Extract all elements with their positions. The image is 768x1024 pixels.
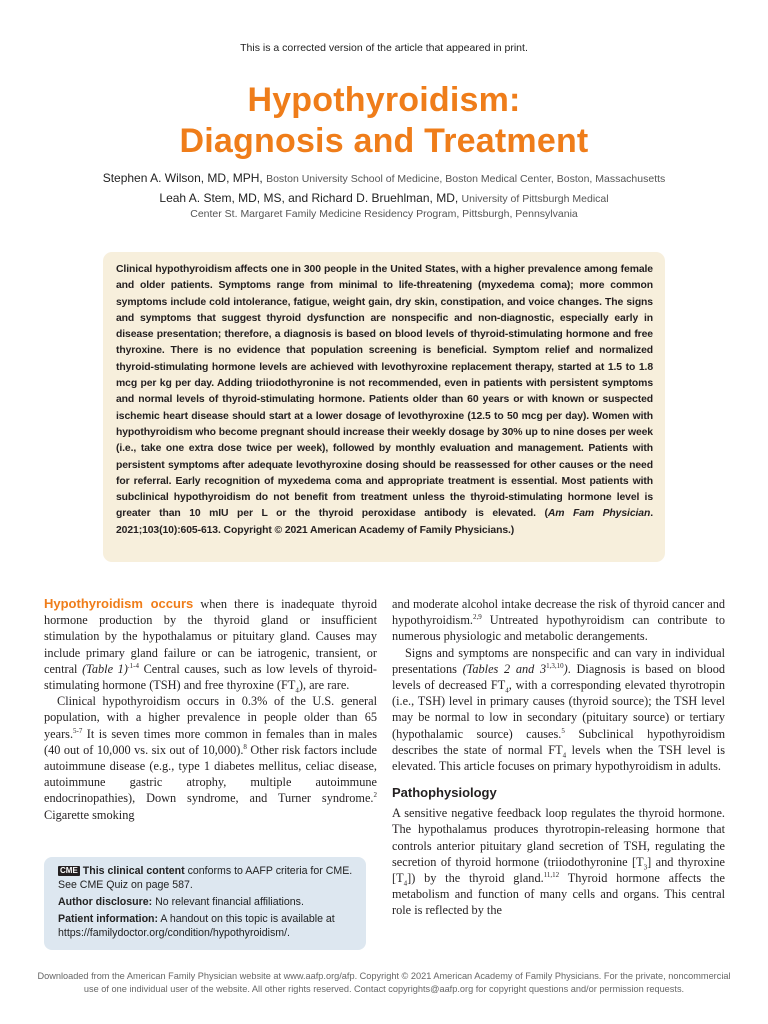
citation-ref[interactable]: 5-7	[73, 726, 83, 735]
citation-ref[interactable]: 1,3,10	[546, 661, 564, 670]
citation-ref[interactable]: 11,12	[543, 870, 560, 879]
download-footer: Downloaded from the American Family Physician website at www.aafp.org/afp. Copyright © 2021 American Academy of Family Physicians. For the private, noncommercial use of one individual user of the website. All other rights reserved. Contact copyrights@aafp.org for copyright questions and/or permission requests.	[37, 971, 731, 994]
author-disclosure	[58, 895, 356, 909]
abstract-box	[103, 252, 665, 562]
text-run: It is seven times more common in females than in males (40 out of 10,000 vs. six out of 10,000).	[44, 726, 377, 757]
right-column	[392, 596, 725, 919]
patient-information	[58, 912, 356, 940]
disclosure-text: No relevant financial affiliations.	[152, 896, 304, 908]
correction-notice: This is a corrected version of the article that appeared in print.	[240, 42, 528, 54]
text-run: when there is inadequate thyroid hormone production by the thyroid gland or insufficient stimulation by the hypothalamus or pituitary gland. Causes may include primary gland failure or can be iatrogenic, transient, or central	[44, 597, 377, 676]
signs-paragraph	[392, 645, 725, 775]
text-run: Cigarette smoking	[44, 807, 135, 822]
subscript: 4	[562, 751, 567, 760]
abstract-text	[116, 262, 653, 539]
author-line-1	[0, 171, 768, 185]
citation-ref[interactable]: 2	[373, 791, 377, 800]
text-run: Subclinical hypothyroidism describes the state of normal FT	[392, 726, 726, 757]
subscript: 3	[643, 863, 648, 872]
subscript: 4	[295, 686, 299, 695]
text-run: A sensitive negative feedback loop regulates the thyroid hormone. The hypothalamus produces thyrotropin-releasing hormone that controls anterior pituitary gland secretion of TSH, regulating the secretion of thyroid hormone (triiodothyronine [T	[392, 806, 725, 869]
text-run: and moderate alcohol intake decrease the risk of thyroid cancer and hypothyroidism.	[392, 597, 725, 628]
pathophysiology-paragraph	[392, 805, 725, 918]
text-run: . Diagnosis is based on blood levels of decreased FT	[392, 661, 725, 693]
title-line-2: Diagnosis and Treatment	[179, 122, 589, 160]
lead-phrase: Hypothyroidism occurs	[44, 596, 194, 611]
author-line-2	[0, 191, 768, 205]
disclosure-label: Author disclosure:	[58, 896, 153, 908]
risk-paragraph	[392, 596, 725, 645]
author-affiliation-1: Boston University School of Medicine, Boston Medical Center, Boston, Massachusetts	[266, 173, 666, 185]
patient-info-text[interactable]: A handout on this topic is available at https://familydoctor.org/condition/hypothyroidism/.	[58, 913, 335, 939]
citation-ref[interactable]: 2,9	[472, 613, 482, 622]
tables-2-3-reference[interactable]: (Tables 2 and 3	[462, 661, 547, 676]
citation-ref[interactable]: 5	[561, 726, 565, 735]
text-run: Signs and symptoms are nonspecific and can vary in individual presentations	[392, 645, 725, 676]
title-line-1: Hypothyroidism:	[247, 81, 521, 119]
text-run: Central causes, such as low levels of thyroid-stimulating hormone (TSH) and free thyroxine (FT	[44, 661, 377, 693]
author-affiliation-2: University of Pittsburgh Medical	[461, 193, 609, 205]
article-title	[0, 80, 768, 162]
subscript: 4	[403, 879, 408, 888]
text-run: Thyroid hormone affects the metabolism and function of many cells and organs. This central role is reflected by the	[392, 871, 725, 918]
cme-clinical-note	[58, 864, 356, 892]
left-column	[44, 596, 377, 823]
citation-journal: Am Fam Physician	[547, 508, 651, 520]
text-run: Untreated hypothyroidism can contribute to numerous physiologic and metabolic derangements.	[392, 613, 725, 644]
author-names-2: Leah A. Stem, MD, MS, and Richard D. Bruehlman, MD,	[159, 191, 459, 205]
citation-details: . 2021;103(10):605-613. Copyright © 2021 American Academy of Family Physicians.)	[116, 508, 654, 536]
text-run: Clinical hypothyroidism occurs in 0.3% of the U.S. general population, with a higher prevalence in people older than 65 years.	[44, 694, 377, 741]
cme-info-box	[44, 857, 366, 950]
cme-label: This clinical content	[82, 865, 185, 877]
text-run: ] and thyroxine [T	[392, 854, 725, 886]
author-affiliation-3: Center St. Margaret Family Medicine Residency Program, Pittsburgh, Pennsylvania	[190, 208, 578, 220]
text-run: )	[563, 661, 568, 676]
citation-ref[interactable]: 8	[243, 742, 247, 751]
citation-ref[interactable]: .1-4	[127, 661, 139, 670]
patient-info-label: Patient information:	[58, 913, 159, 925]
text-run: ]) by the thyroid gland.	[407, 871, 544, 886]
text-run: , with a corresponding elevated thyrotropin (i.e., TSH) level in primary causes (thyroid source); the TSH level may be normal to low in secondary (pituitary source) or tertiary (hypothalamic source) causes.	[392, 678, 725, 741]
table-1-reference[interactable]: (Table 1)	[82, 661, 128, 676]
intro-paragraph	[44, 596, 377, 693]
prevalence-paragraph	[44, 693, 377, 823]
subscript: 4	[505, 686, 509, 695]
text-run: ), are rare.	[298, 678, 350, 693]
text-run: levels when the TSH level is elevated. This article focuses on primary hypothyroidism in adults.	[392, 742, 725, 774]
cme-badge-icon: CME	[60, 866, 78, 875]
cme-text: conforms to AAFP criteria for CME. See CME Quiz on page 587.	[58, 865, 353, 891]
section-heading-pathophysiology: Pathophysiology	[392, 785, 497, 801]
abstract-body: Clinical hypothyroidism affects one in 300 people in the United States, with a higher prevalence among female and older patients. Symptoms range from minimal to life-threatening (myxedema coma); more common symptoms include cold intolerance, fatigue, weight gain, dry skin, constipation, and voice changes. The signs and symptoms that suggest thyroid dysfunction are nonspecific and non-diagnostic, especially early in disease presentation; therefore, a diagnosis is based on blood levels of thyroid-stimulating hormone and free thyroxine. There is no evidence that population screening is beneficial. Symptom relief and normalized thyroid-stimulating hormone levels are achieved with levothyroxine replacement therapy, started at 1.5 to 1.8 mcg per kg per day. Adding triiodothyronine is not recommended, even in patients with persistent symptoms and normal levels of thyroid-stimulating hormone. Patients older than 60 years or with known or suspected ischemic heart disease should start at a lower dosage of levothyroxine (12.5 to 50 mcg per day). Women with hypothyroidism who become pregnant should increase their weekly dosage by 30% up to nine doses per week (i.e., take one extra dose twice per week), followed by monthly evaluation and management. Patients with persistent symptoms after adequate levothyroxine dosing should be reassessed for other causes or the need for referral. Early recognition of myxedema coma and appropriate treatment is essential. Most patients with subclinical hypothyroidism do not benefit from treatment unless the thyroid-stimulating hormone level is greater than 10 mIU per L or the thyroid peroxidase antibody is elevated. (	[116, 264, 653, 520]
author-names-1: Stephen A. Wilson, MD, MPH,	[102, 171, 263, 185]
text-run: Other risk factors include autoimmune disease (e.g., type 1 diabetes mellitus, celiac disease, autoimmune gastric atrophy, multiple autoimmune endocrinopathies), Down syndrome, and Turner syndrome.	[44, 742, 377, 806]
